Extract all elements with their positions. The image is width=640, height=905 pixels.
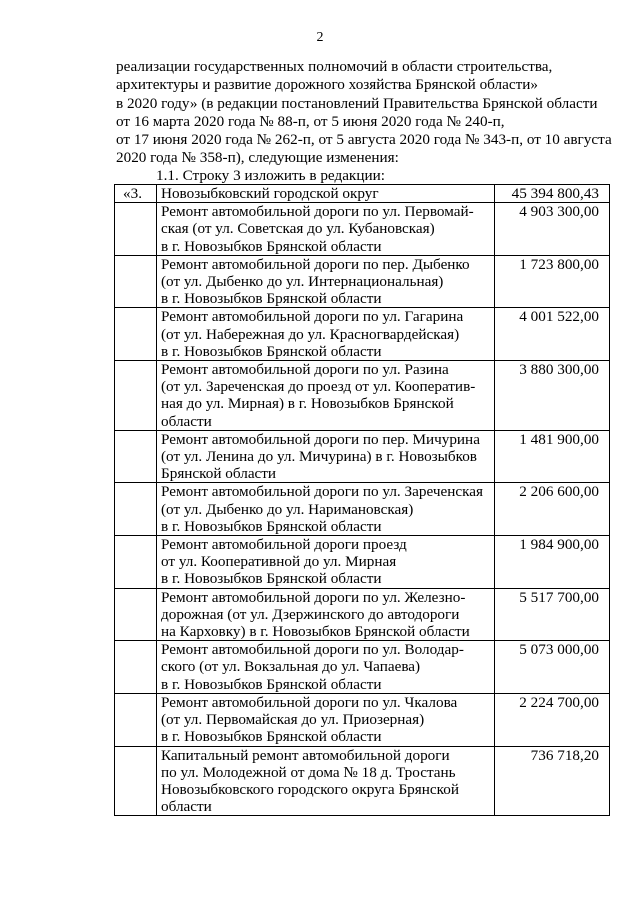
project-description — [157, 430, 495, 483]
table-row — [115, 308, 610, 361]
total-amount: 45 394 800,43 — [495, 185, 610, 203]
description-line: Ремонт автомобильной дороги по пер. Мичурина — [161, 430, 480, 448]
page-number: 2 — [316, 30, 324, 45]
row-number-cell — [115, 203, 157, 256]
project-amount: 5 517 700,00 — [495, 588, 610, 641]
intro-paragraph — [116, 58, 612, 168]
row-number-cell — [115, 361, 157, 431]
municipality-name: Новозыбковский городской округ — [157, 185, 495, 203]
description-line: в г. Новозыбков Брянской области — [161, 675, 382, 693]
row-number-cell — [115, 693, 157, 746]
description-line: от ул. Кооперативной до ул. Мирная — [161, 553, 397, 571]
row-number-cell — [115, 641, 157, 694]
description-line: Брянской области — [161, 465, 277, 483]
project-description — [157, 641, 495, 694]
project-description — [157, 361, 495, 431]
intro-line: от 16 марта 2020 года № 88-п, от 5 июня 2020 года № 240-п, — [116, 112, 505, 130]
project-description — [157, 255, 495, 308]
table-row — [115, 483, 610, 536]
description-line: области — [161, 412, 212, 430]
description-line: Новозыбковского городского округа Брянской — [161, 780, 459, 798]
row-number-cell — [115, 536, 157, 589]
description-line: дорожная (от ул. Дзержинского до автодороги — [161, 605, 460, 623]
project-amount: 1 723 800,00 — [495, 255, 610, 308]
project-description — [157, 308, 495, 361]
description-line: области — [161, 798, 212, 816]
row-number-cell — [115, 588, 157, 641]
item-instruction: 1.1. Строку 3 изложить в редакции: — [156, 167, 385, 184]
project-description — [157, 536, 495, 589]
table-row — [115, 693, 610, 746]
description-line: (от ул. Набережная до ул. Красногвардейская) — [161, 325, 460, 343]
project-description — [157, 746, 495, 816]
intro-line: от 17 июня 2020 года № 262-п, от 5 августа 2020 года № 343-п, от 10 августа — [116, 131, 612, 149]
project-amount: 4 903 300,00 — [495, 203, 610, 256]
description-line: в г. Новозыбков Брянской области — [161, 728, 382, 746]
project-description — [157, 693, 495, 746]
table-row — [115, 203, 610, 256]
description-line: (от ул. Дыбенко до ул. Наримановская) — [161, 500, 414, 518]
project-amount: 1 481 900,00 — [495, 430, 610, 483]
description-line: в г. Новозыбков Брянской области — [161, 517, 382, 535]
description-line: (от ул. Ленина до ул. Мичурина) в г. Новозыбков — [161, 448, 477, 466]
project-amount: 1 984 900,00 — [495, 536, 610, 589]
description-line: в г. Новозыбков Брянской области — [161, 290, 382, 308]
description-line: Ремонт автомобильной дороги по ул. Первомай- — [161, 203, 474, 221]
description-line: (от ул. Дыбенко до ул. Интернациональная) — [161, 273, 444, 291]
description-line: Ремонт автомобильной дороги по ул. Разина — [161, 361, 449, 379]
description-line: Ремонт автомобильной дороги по ул. Гагарина — [161, 308, 464, 326]
description-line: ная до ул. Мирная) в г. Новозыбков Брянской — [161, 395, 454, 413]
row-number: «3. — [115, 185, 157, 203]
description-line: (от ул. Зареченская до проезд от ул. Кооператив- — [161, 378, 476, 396]
description-line: ского (от ул. Вокзальная до ул. Чапаева) — [161, 658, 421, 676]
table-row — [115, 255, 610, 308]
project-amount: 2 206 600,00 — [495, 483, 610, 536]
project-amount: 2 224 700,00 — [495, 693, 610, 746]
description-line: по ул. Молодежной от дома № 18 д. Тростань — [161, 763, 456, 781]
description-line: Ремонт автомобильной дороги по ул. Чкалова — [161, 693, 458, 711]
description-line: в г. Новозыбков Брянской области — [161, 570, 382, 588]
description-line: Ремонт автомобильной дороги по ул. Володар- — [161, 641, 464, 659]
description-line: в г. Новозыбков Брянской области — [161, 342, 382, 360]
description-line: (от ул. Первомайская до ул. Приозерная) — [161, 711, 425, 729]
row-number-cell — [115, 308, 157, 361]
description-line: Ремонт автомобильной дороги проезд — [161, 536, 407, 554]
row-number-cell — [115, 746, 157, 816]
description-line: ская (от ул. Советская до ул. Кубановская) — [161, 220, 435, 238]
table-header-row — [115, 185, 610, 203]
table-row — [115, 746, 610, 816]
intro-line: реализации государственных полномочий в области строительства, — [116, 58, 553, 75]
project-description — [157, 588, 495, 641]
intro-line: архитектуры и развитие дорожного хозяйства Брянской области» — [116, 76, 538, 94]
table-row — [115, 536, 610, 589]
description-line: Капитальный ремонт автомобильной дороги — [161, 746, 450, 764]
table-row — [115, 588, 610, 641]
funding-table — [114, 184, 610, 816]
row-number-cell — [115, 430, 157, 483]
project-amount: 736 718,20 — [495, 746, 610, 816]
project-amount: 5 073 000,00 — [495, 641, 610, 694]
table-row — [115, 641, 610, 694]
project-description — [157, 203, 495, 256]
project-amount: 4 001 522,00 — [495, 308, 610, 361]
intro-line: в 2020 году» (в редакции постановлений Правительства Брянской области — [116, 94, 598, 112]
description-line: Ремонт автомобильной дороги по пер. Дыбенко — [161, 255, 470, 273]
project-amount: 3 880 300,00 — [495, 361, 610, 431]
table-row — [115, 430, 610, 483]
description-line: на Карховку) в г. Новозыбков Брянской области — [161, 623, 470, 641]
project-description — [157, 483, 495, 536]
row-number-cell — [115, 255, 157, 308]
table-row — [115, 361, 610, 431]
description-line: Ремонт автомобильной дороги по ул. Зареченская — [161, 483, 483, 501]
row-number-cell — [115, 483, 157, 536]
description-line: в г. Новозыбков Брянской области — [161, 237, 382, 255]
description-line: Ремонт автомобильной дороги по ул. Железно- — [161, 588, 466, 606]
intro-line: 2020 года № 358-п), следующие изменения: — [116, 149, 399, 167]
